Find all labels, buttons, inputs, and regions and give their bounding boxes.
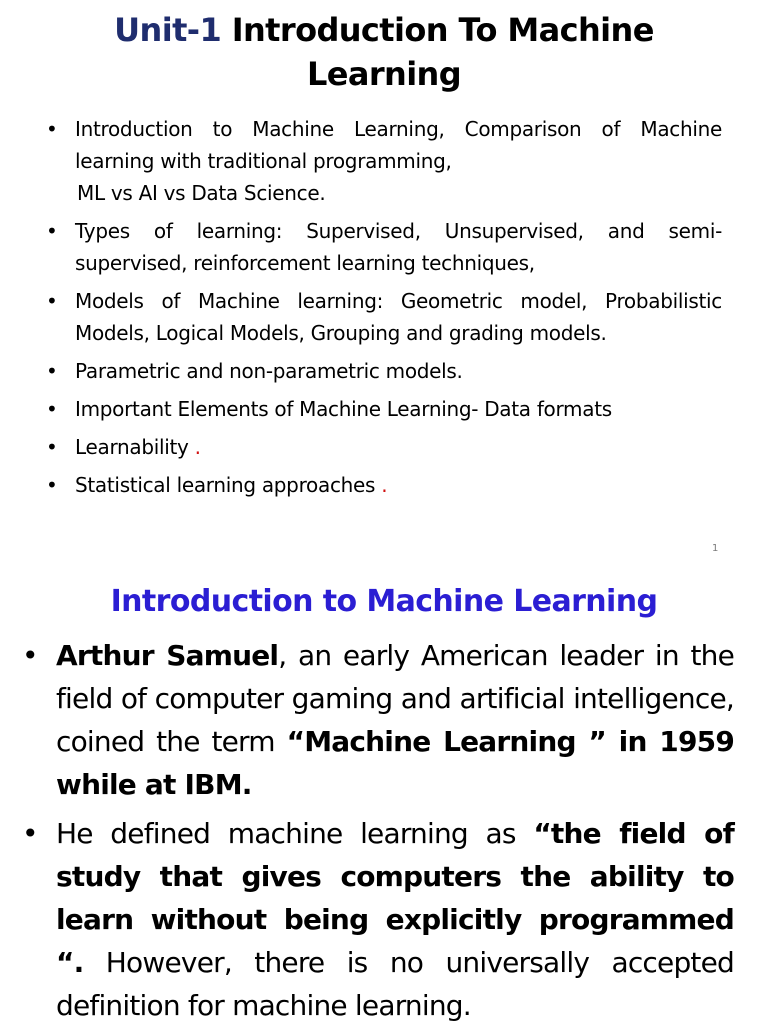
bullet-icon: • [46,117,58,141]
slide-2 [0,572,768,1024]
list-item-text: Parametric and non-parametric models. [75,359,463,383]
title-text: Introduction To Machine Learning [221,11,654,93]
bullet-icon: • [46,397,58,421]
list-item [46,431,722,463]
red-period: . [194,435,201,459]
list-item [22,812,734,1027]
definition-quote: “the field of study that gives computers the ability to learn without being explicitly programmed “. [56,817,735,979]
person-name: Arthur Samuel [56,639,279,672]
list-item [46,285,722,349]
list-item [46,215,722,279]
list-item [46,113,722,177]
bullet-icon: • [46,359,58,383]
list-item-text: He defined machine learning as [56,817,534,850]
bullet-icon: • [22,639,38,672]
page-number: 1 [712,543,719,554]
bullet-icon: • [46,219,58,243]
definition-list [22,634,734,1033]
bullet-icon: • [46,289,58,313]
topic-list [46,113,722,507]
red-period: . [381,473,388,497]
list-item-text: Introduction to Machine Learning, Comparison of Machine learning with traditional programming, [75,117,722,173]
list-item-text: Types of learning: Supervised, Unsupervised, and semi-supervised, reinforcement learning techniques, [75,219,722,275]
list-item-text: , an early American leader in the field of computer gaming and artificial intelligence, coined the term [56,639,734,758]
list-item-text: Learnability [75,435,189,459]
bullet-icon: • [22,817,38,850]
unit-label: Unit-1 [114,11,222,49]
list-item [46,355,722,387]
bullet-icon: • [46,435,58,459]
list-item-text: Models of Machine learning: Geometric model, Probabilistic Models, Logical Models, Grouping and grading models. [75,289,722,345]
list-item-text: Statistical learning approaches [75,473,376,497]
bullet-icon: • [46,473,58,497]
list-item [46,469,722,501]
term-emphasis: “Machine Learning ” in 1959 while at IBM. [56,725,735,801]
slide-1-title [60,8,708,96]
list-item [46,393,722,425]
list-item-text: ML vs AI vs Data Science. [77,181,326,205]
list-item-text: However, there is no universally accepted definition for machine learning. [56,946,734,1022]
list-item [22,634,734,806]
list-item-continuation [46,177,722,209]
list-item-text: Important Elements of Machine Learning- Data formats [75,397,612,421]
slide-2-title: Introduction to Machine Learning [110,584,658,619]
